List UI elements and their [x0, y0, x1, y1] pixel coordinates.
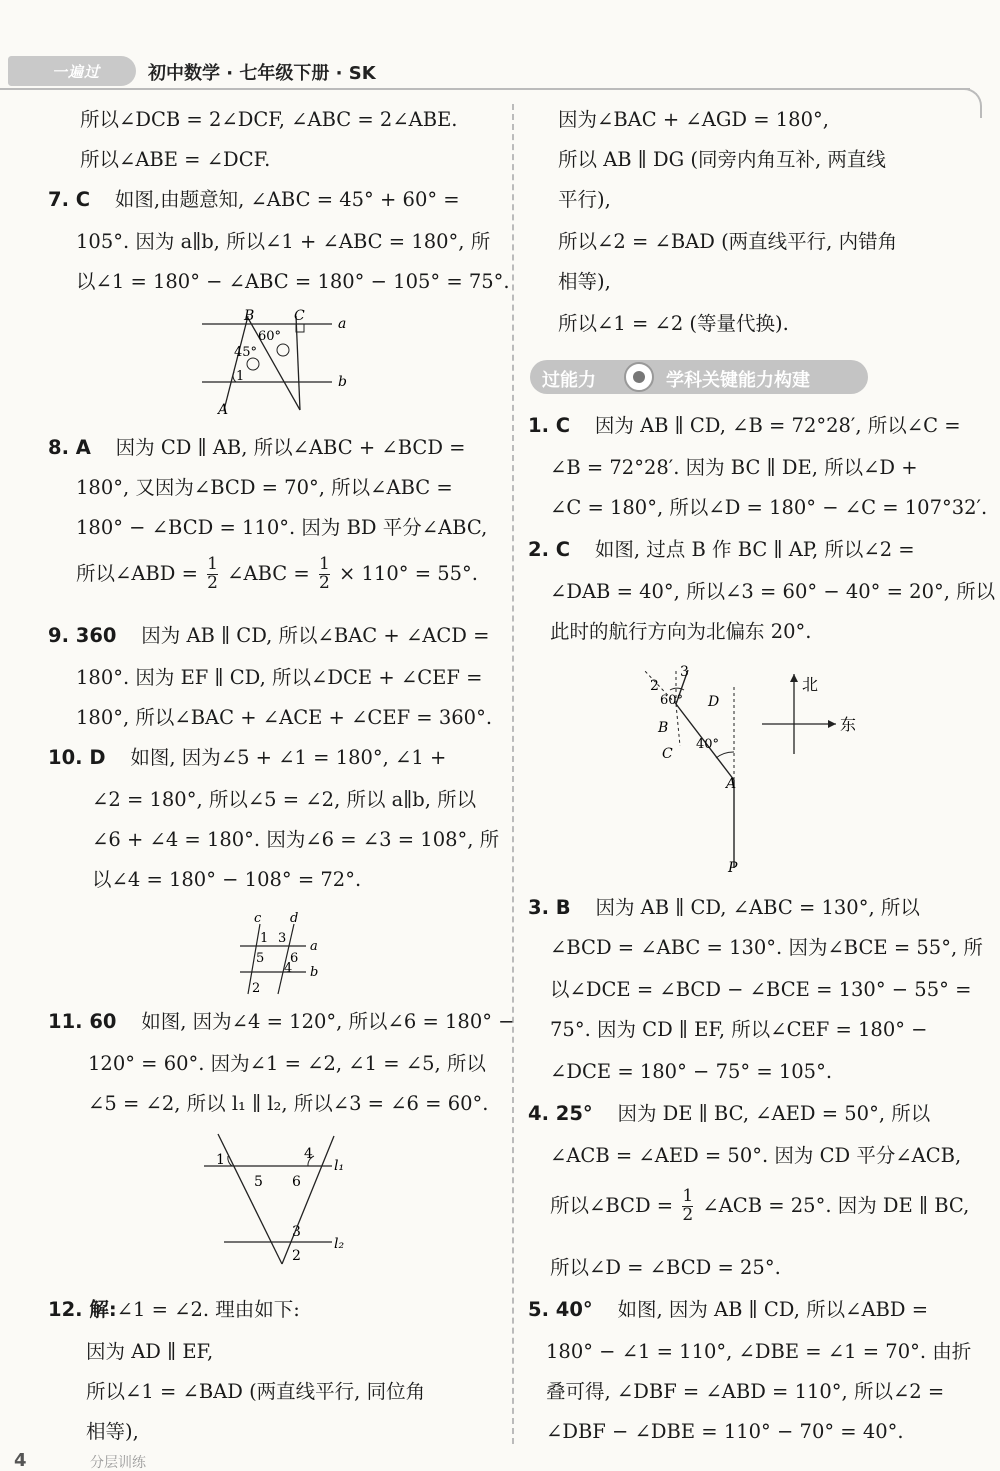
label-60deg: 60° [660, 693, 684, 708]
label-B: B [244, 308, 255, 324]
answer-r1 [528, 416, 961, 436]
banner-label: 过能力 [542, 370, 596, 391]
label-B: B [658, 720, 669, 736]
header-rule-curve [952, 88, 982, 118]
label-45deg: 45° [234, 345, 258, 360]
numerator: 1 [318, 554, 330, 574]
figure-q11 [196, 1130, 356, 1274]
text-line: ∠ACB = 25°. 因为 DE ∥ BC, [702, 1193, 970, 1217]
text-line: 以∠DCE = ∠BCD − ∠BCE = 130° − 55° = [550, 978, 972, 1001]
answer-12 [48, 1300, 300, 1320]
text-line: ∠6 + ∠4 = 180°. 因为∠6 = ∠3 = 108°, 所 [92, 828, 500, 851]
label-3: 3 [278, 931, 287, 946]
fraction [319, 556, 330, 593]
figure-q10 [232, 910, 332, 1002]
text-line: 所以∠D = ∠BCD = 25°. [550, 1256, 781, 1279]
text-line: ∠BCD = ∠ABC = 130°. 因为∠BCE = 55°, 所 [550, 936, 983, 959]
answer-number: 11. 60 [48, 1010, 117, 1033]
label-c: c [254, 911, 262, 926]
page-number: 4 [14, 1450, 27, 1471]
text-line: 因为 AB ∥ CD, 所以∠BAC + ∠ACD = [141, 624, 490, 647]
page-footer [0, 1450, 1000, 1471]
text-line: ∠ACB = ∠AED = 50°. 因为 CD 平分∠ACB, [550, 1144, 962, 1167]
answer-7 [48, 190, 460, 210]
text-line: 180°. 因为 EF ∥ CD, 所以∠DCE + ∠CEF = [76, 666, 483, 689]
label-east: 东 [840, 715, 857, 734]
answer-r2 [528, 540, 915, 560]
text-line: 所以∠BCD = [550, 1193, 674, 1217]
text-line: ∠C = 180°, 所以∠D = 180° − ∠C = 107°32′. [550, 496, 988, 519]
label-angle-1: 1 [236, 369, 245, 384]
numerator: 1 [682, 1186, 694, 1206]
text-line: 相等), [86, 1420, 139, 1443]
label-C: C [662, 746, 673, 762]
label-2: 2 [650, 678, 659, 694]
answer-number: 10. D [48, 746, 106, 769]
text-line: 因为∠BAC + ∠AGD = 180°, [558, 108, 829, 131]
text-line: 75°. 因为 CD ∥ EF, 所以∠CEF = 180° − [550, 1018, 928, 1041]
answer-8 [48, 438, 466, 458]
label-2: 2 [292, 1248, 301, 1264]
text-line: 180° − ∠BCD = 110°. 因为 BD 平分∠ABC, [76, 516, 488, 539]
denominator: 2 [318, 572, 330, 593]
answer-number: 9. 360 [48, 624, 117, 647]
label-1: 1 [260, 931, 269, 946]
fraction-line [76, 556, 478, 593]
text-line: ∠1 = ∠2. 理由如下: [116, 1298, 300, 1321]
label-A: A [218, 402, 229, 418]
answer-r3 [528, 898, 920, 918]
answer-number: 4. 25° [528, 1102, 593, 1125]
label-d: d [290, 911, 299, 926]
text-line: 所以∠2 = ∠BAD (两直线平行, 内错角 [558, 230, 898, 253]
text-line: ∠DCE = 180° − 75° = 105°. [550, 1060, 833, 1083]
text-line: 180°, 所以∠BAC + ∠ACE + ∠CEF = 360°. [76, 706, 493, 729]
label-P: P [728, 860, 738, 876]
label-b: b [338, 374, 347, 390]
banner-subtitle: 学科关键能力构建 [666, 370, 810, 391]
target-icon [624, 362, 654, 392]
fraction [682, 1188, 693, 1225]
label-l1: l₁ [334, 1158, 345, 1174]
answer-10 [48, 748, 446, 768]
text-line: 因为 CD ∥ AB, 所以∠ABC + ∠BCD = [115, 436, 466, 459]
label-6: 6 [292, 1174, 301, 1190]
label-2: 2 [252, 981, 261, 996]
label-a: a [310, 939, 318, 954]
footer-label: 分层训练 [90, 1455, 146, 1471]
text-line: 如图,由题意知, ∠ABC = 45° + 60° = [114, 188, 460, 211]
text-line: ∠B = 72°28′. 因为 BC ∥ DE, 所以∠D + [550, 456, 918, 479]
answer-r5 [528, 1300, 928, 1320]
answer-number: 12. 解: [48, 1298, 117, 1321]
label-A: A [726, 776, 737, 792]
text-line: ∠2 = 180°, 所以∠5 = ∠2, 所以 a∥b, 所以 [92, 788, 477, 811]
answer-number: 5. 40° [528, 1298, 593, 1321]
text-line: 因为 AD ∥ EF, [86, 1340, 214, 1363]
text-line: 叠可得, ∠DBF = ∠ABD = 110°, 所以∠2 = [546, 1380, 945, 1403]
label-3: 3 [680, 664, 689, 680]
fraction-line [550, 1188, 969, 1225]
text-line: 如图, 过点 B 作 BC ∥ AP, 所以∠2 = [594, 538, 915, 561]
label-3: 3 [292, 1224, 301, 1240]
text-line: ∠ABC = [227, 561, 310, 585]
label-a: a [338, 316, 347, 332]
text-line: 因为 DE ∥ BC, ∠AED = 50°, 所以 [617, 1102, 931, 1125]
text-line: 所以 AB ∥ DG (同旁内角互补, 两直线 [558, 148, 886, 171]
text-line: 如图, 因为∠4 = 120°, 所以∠6 = 180° − [141, 1010, 515, 1033]
figure-r2 [630, 660, 870, 882]
text-line: 以∠1 = 180° − ∠ABC = 180° − 105° = 75°. [76, 270, 510, 293]
denominator: 2 [682, 1204, 694, 1225]
text-line: 所以∠1 = ∠2 (等量代换). [558, 312, 789, 335]
text-line: 平行), [558, 188, 611, 211]
label-60deg: 60° [258, 329, 282, 344]
label-6: 6 [290, 951, 299, 966]
text-line: 所以∠ABE = ∠DCF. [80, 148, 271, 171]
label-l2: l₂ [334, 1236, 345, 1252]
answer-r4 [528, 1104, 930, 1124]
label-40deg: 40° [696, 737, 720, 752]
page-header [0, 52, 1000, 92]
text-line: 如图, 因为 AB ∥ CD, 所以∠ABD = [617, 1298, 929, 1321]
answer-number: 7. C [48, 188, 91, 211]
label-D: D [708, 694, 720, 710]
label-b: b [310, 965, 319, 980]
text-line: ∠DAB = 40°, 所以∠3 = 60° − 40° = 20°, 所以 [550, 580, 996, 603]
text-line: 因为 AB ∥ CD, ∠ABC = 130°, 所以 [595, 896, 920, 919]
denominator: 2 [207, 572, 218, 593]
text-line: 120° = 60°. 因为∠1 = ∠2, ∠1 = ∠5, 所以 [88, 1052, 486, 1075]
label-north: 北 [802, 675, 819, 694]
text-line: 所以∠1 = ∠BAD (两直线平行, 同位角 [86, 1380, 426, 1403]
answer-11 [48, 1012, 515, 1032]
text-line: 如图, 因为∠5 + ∠1 = 180°, ∠1 + [130, 746, 447, 769]
label-C: C [294, 308, 305, 324]
header-logo: 一遍过 [52, 63, 101, 81]
target-dot [633, 371, 645, 383]
header-title: 初中数学 · 七年级下册 · SK [148, 63, 376, 84]
header-rule [0, 88, 970, 90]
text-line: 此时的航行方向为北偏东 20°. [550, 620, 812, 643]
section-banner [530, 360, 868, 394]
answer-number: 3. B [528, 896, 571, 919]
text-line: 因为 AB ∥ CD, ∠B = 72°28′, 所以∠C = [594, 414, 961, 437]
label-5: 5 [256, 951, 265, 966]
text-line: ∠5 = ∠2, 所以 l₁ ∥ l₂, 所以∠3 = ∠6 = 60°. [88, 1092, 489, 1115]
column-divider [512, 104, 514, 1444]
numerator: 1 [207, 554, 218, 574]
figure-q7 [196, 306, 366, 422]
text-line: 180°, 又因为∠BCD = 70°, 所以∠ABC = [76, 476, 453, 499]
answer-9 [48, 626, 489, 646]
text-line: 180° − ∠1 = 110°, ∠DBE = ∠1 = 70°. 由折 [546, 1340, 972, 1363]
text-line: × 110° = 55°. [338, 561, 478, 585]
answer-number: 1. C [528, 414, 571, 437]
text-line: 所以∠DCB = 2∠DCF, ∠ABC = 2∠ABE. [80, 108, 458, 131]
text-line: 相等), [558, 270, 611, 293]
answer-number: 2. C [528, 538, 571, 561]
text-line: 105°. 因为 a∥b, 所以∠1 + ∠ABC = 180°, 所 [76, 230, 491, 253]
label-5: 5 [254, 1174, 263, 1190]
fraction [207, 556, 218, 593]
label-4: 4 [304, 1146, 313, 1162]
text-line: ∠DBF − ∠DBE = 110° − 70° = 40°. [546, 1420, 904, 1443]
text-line: 所以∠ABD = [76, 561, 198, 585]
answer-number: 8. A [48, 436, 91, 459]
label-1: 1 [216, 1152, 225, 1168]
label-4: 4 [284, 961, 293, 976]
text-line: 以∠4 = 180° − 108° = 72°. [92, 868, 362, 891]
